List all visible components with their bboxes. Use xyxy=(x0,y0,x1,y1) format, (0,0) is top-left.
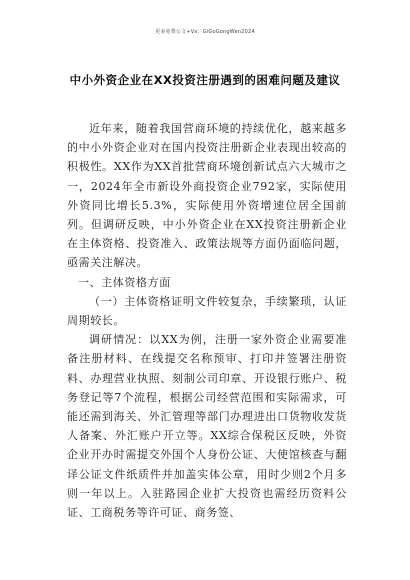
document-title: 中小外资企业在XX投资注册遇到的困难问题及建议 xyxy=(69,73,341,87)
section-heading: 一、主体资格方面 xyxy=(78,275,171,289)
paragraph-intro: 近年来，随着我国营商环境的持续优化，越来越多的中小外资企业对在国内投资注册新企业表现出较高的积极性。XX作为XX首批营商环境创新试点六大城市之一，2024年全市新设外商投资企业792家，实际使用外资同比增长5.3%，实际使用外资增速位居全国前列。但调研反映，中小外资企业在XX投资注册新企业在主体资格、投资准入、政策法规等方面仍面临问题，亟需关注解决。 xyxy=(67,122,347,270)
document-body xyxy=(67,119,347,522)
paragraph-research: 调研情况：以XX为例，注册一家外资企业需要准备注册材料、在线提交名称预审、打印并签署注册资料、办理营业执照、刻制公司印章、开设银行账户、税务登记等7个流程，根据公司经营范围和实际需求，可能还需到海关、外汇管理等部门办理进出口货物收发货人备案、外汇账户开立等。XX综合保税区反映，外资企业开办时需提交外国个人身份公证、大使馆核查与翻译公证文件纸质件并加盖实体公章，用时少则2个月多则一年以上。入驻路园企业扩大投资也需经历资料公证、工商税务等许可证、商务签、 xyxy=(67,333,347,520)
subsection-heading: （一）主体资格证明文件较复杂，手续繁琐，认证周期较长。 xyxy=(67,294,347,328)
header-watermark: 更多免费公文+Vx：GiGoGongWen2024 xyxy=(155,29,255,35)
